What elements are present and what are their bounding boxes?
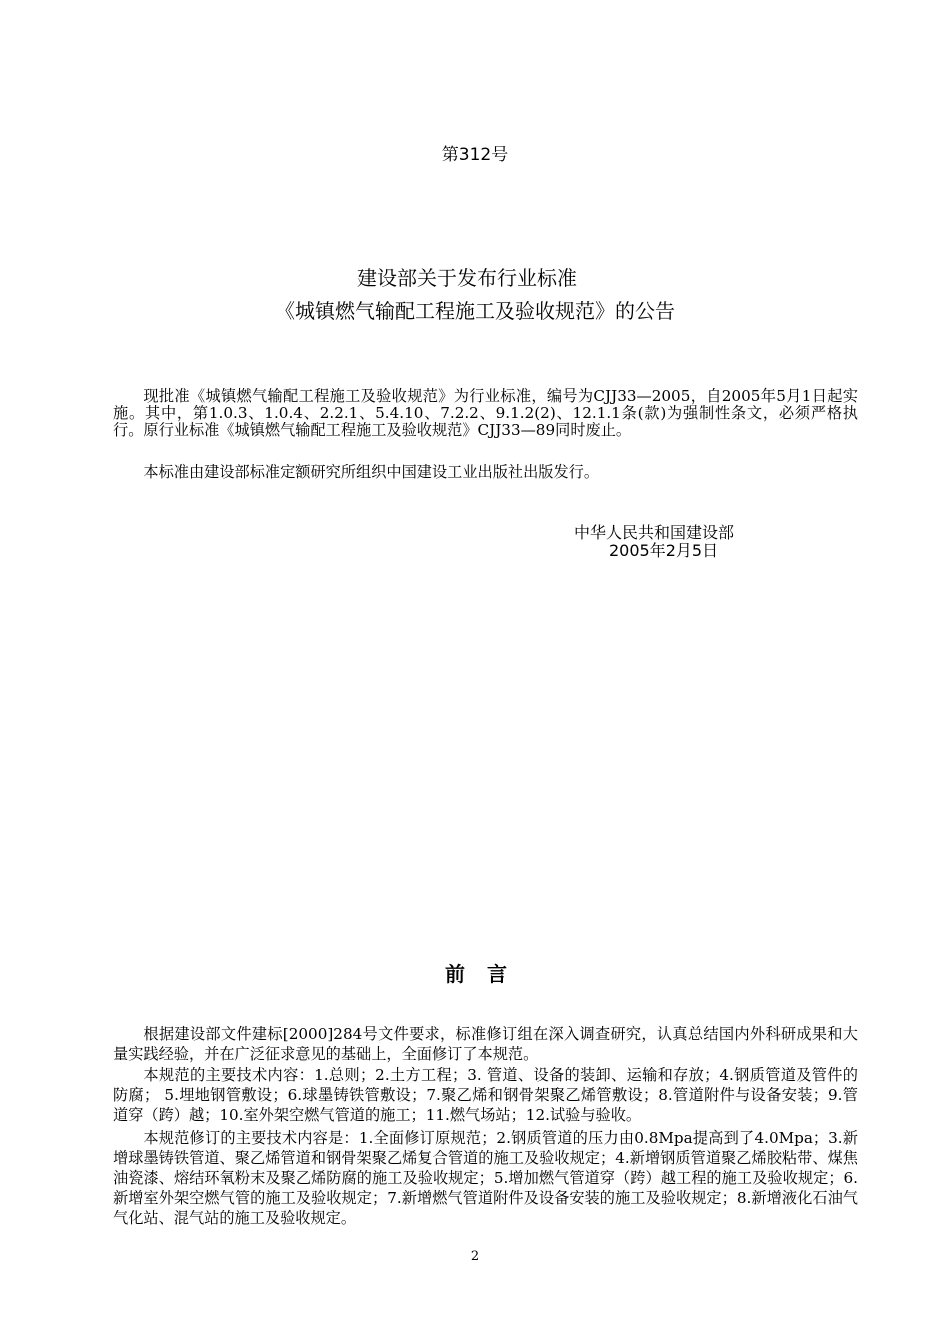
preface-paragraph: 根据建设部文件建标[2000]284号文件要求，标准修订组在深入调查研究，认真总结国内外科研成果和大量实践经验，并在广泛征求意见的基础上，全面修订了本规范。 [113, 1025, 858, 1063]
preface-title: 前言 [445, 962, 529, 986]
preface-paragraph: 本规范修订的主要技术内容是：1.全面修订原规范；2.钢质管道的压力由0.8Mpa提高到了4.0Mpa；3.新增球墨铸铁管道、聚乙烯管道和钢骨架聚乙烯复合管道的施工及验收规定；4.新增钢质管道聚乙烯胶粘带、煤焦油瓷漆、熔结环氧粉末及聚乙烯防腐的施工及验收规定；5.增加燃气管道穿（跨）越工程的施工及验收规定；6.新增室外架空燃气管的施工及验收规定；7.新增燃气管道附件及设备安装的施工及验收规定；8.新增液化石油气气化站、混气站的施工及验收规定。 [113, 1129, 858, 1227]
issuer: 中华人民共和国建设部 [574, 523, 735, 542]
announcement-paragraph: 本标准由建设部标准定额研究所组织中国建设工业出版社出版发行。 [143, 463, 600, 481]
announcement-title-line1: 建设部关于发布行业标准 [357, 266, 577, 290]
document-number: 第312号 [441, 145, 509, 165]
announcement-paragraph: 现批准《城镇燃气输配工程施工及验收规范》为行业标准，编号为CJJ33—2005，自2005年5月1日起实施。其中，第1.0.3、1.0.4、2.2.1、5.4.10、7.2.2、9.1.2(2)、12.1.1条(款)为强制性条文，必须严格执行。原行业标准《城镇燃气输配工程施工及验收规范》CJJ33—89同时废止。 [113, 387, 858, 439]
issue-date: 2005年2月5日 [609, 541, 719, 560]
page-number: 2 [470, 1249, 480, 1264]
preface-paragraph: 本规范的主要技术内容：1.总则；2.土方工程；3. 管道、设备的装卸、运输和存放；4.钢质管道及管件的防腐； 5.埋地钢管敷设；6.球墨铸铁管敷设；7.聚乙烯和钢骨架聚乙烯管敷设；8.管道附件与设备安装；9.管道穿（跨）越；10.室外架空燃气管道的施工；11.燃气场站；12.试验与验收。 [113, 1066, 858, 1124]
signature-block [574, 524, 734, 560]
announcement-title-line2: 《城镇燃气输配工程施工及验收规范》的公告 [275, 299, 675, 323]
